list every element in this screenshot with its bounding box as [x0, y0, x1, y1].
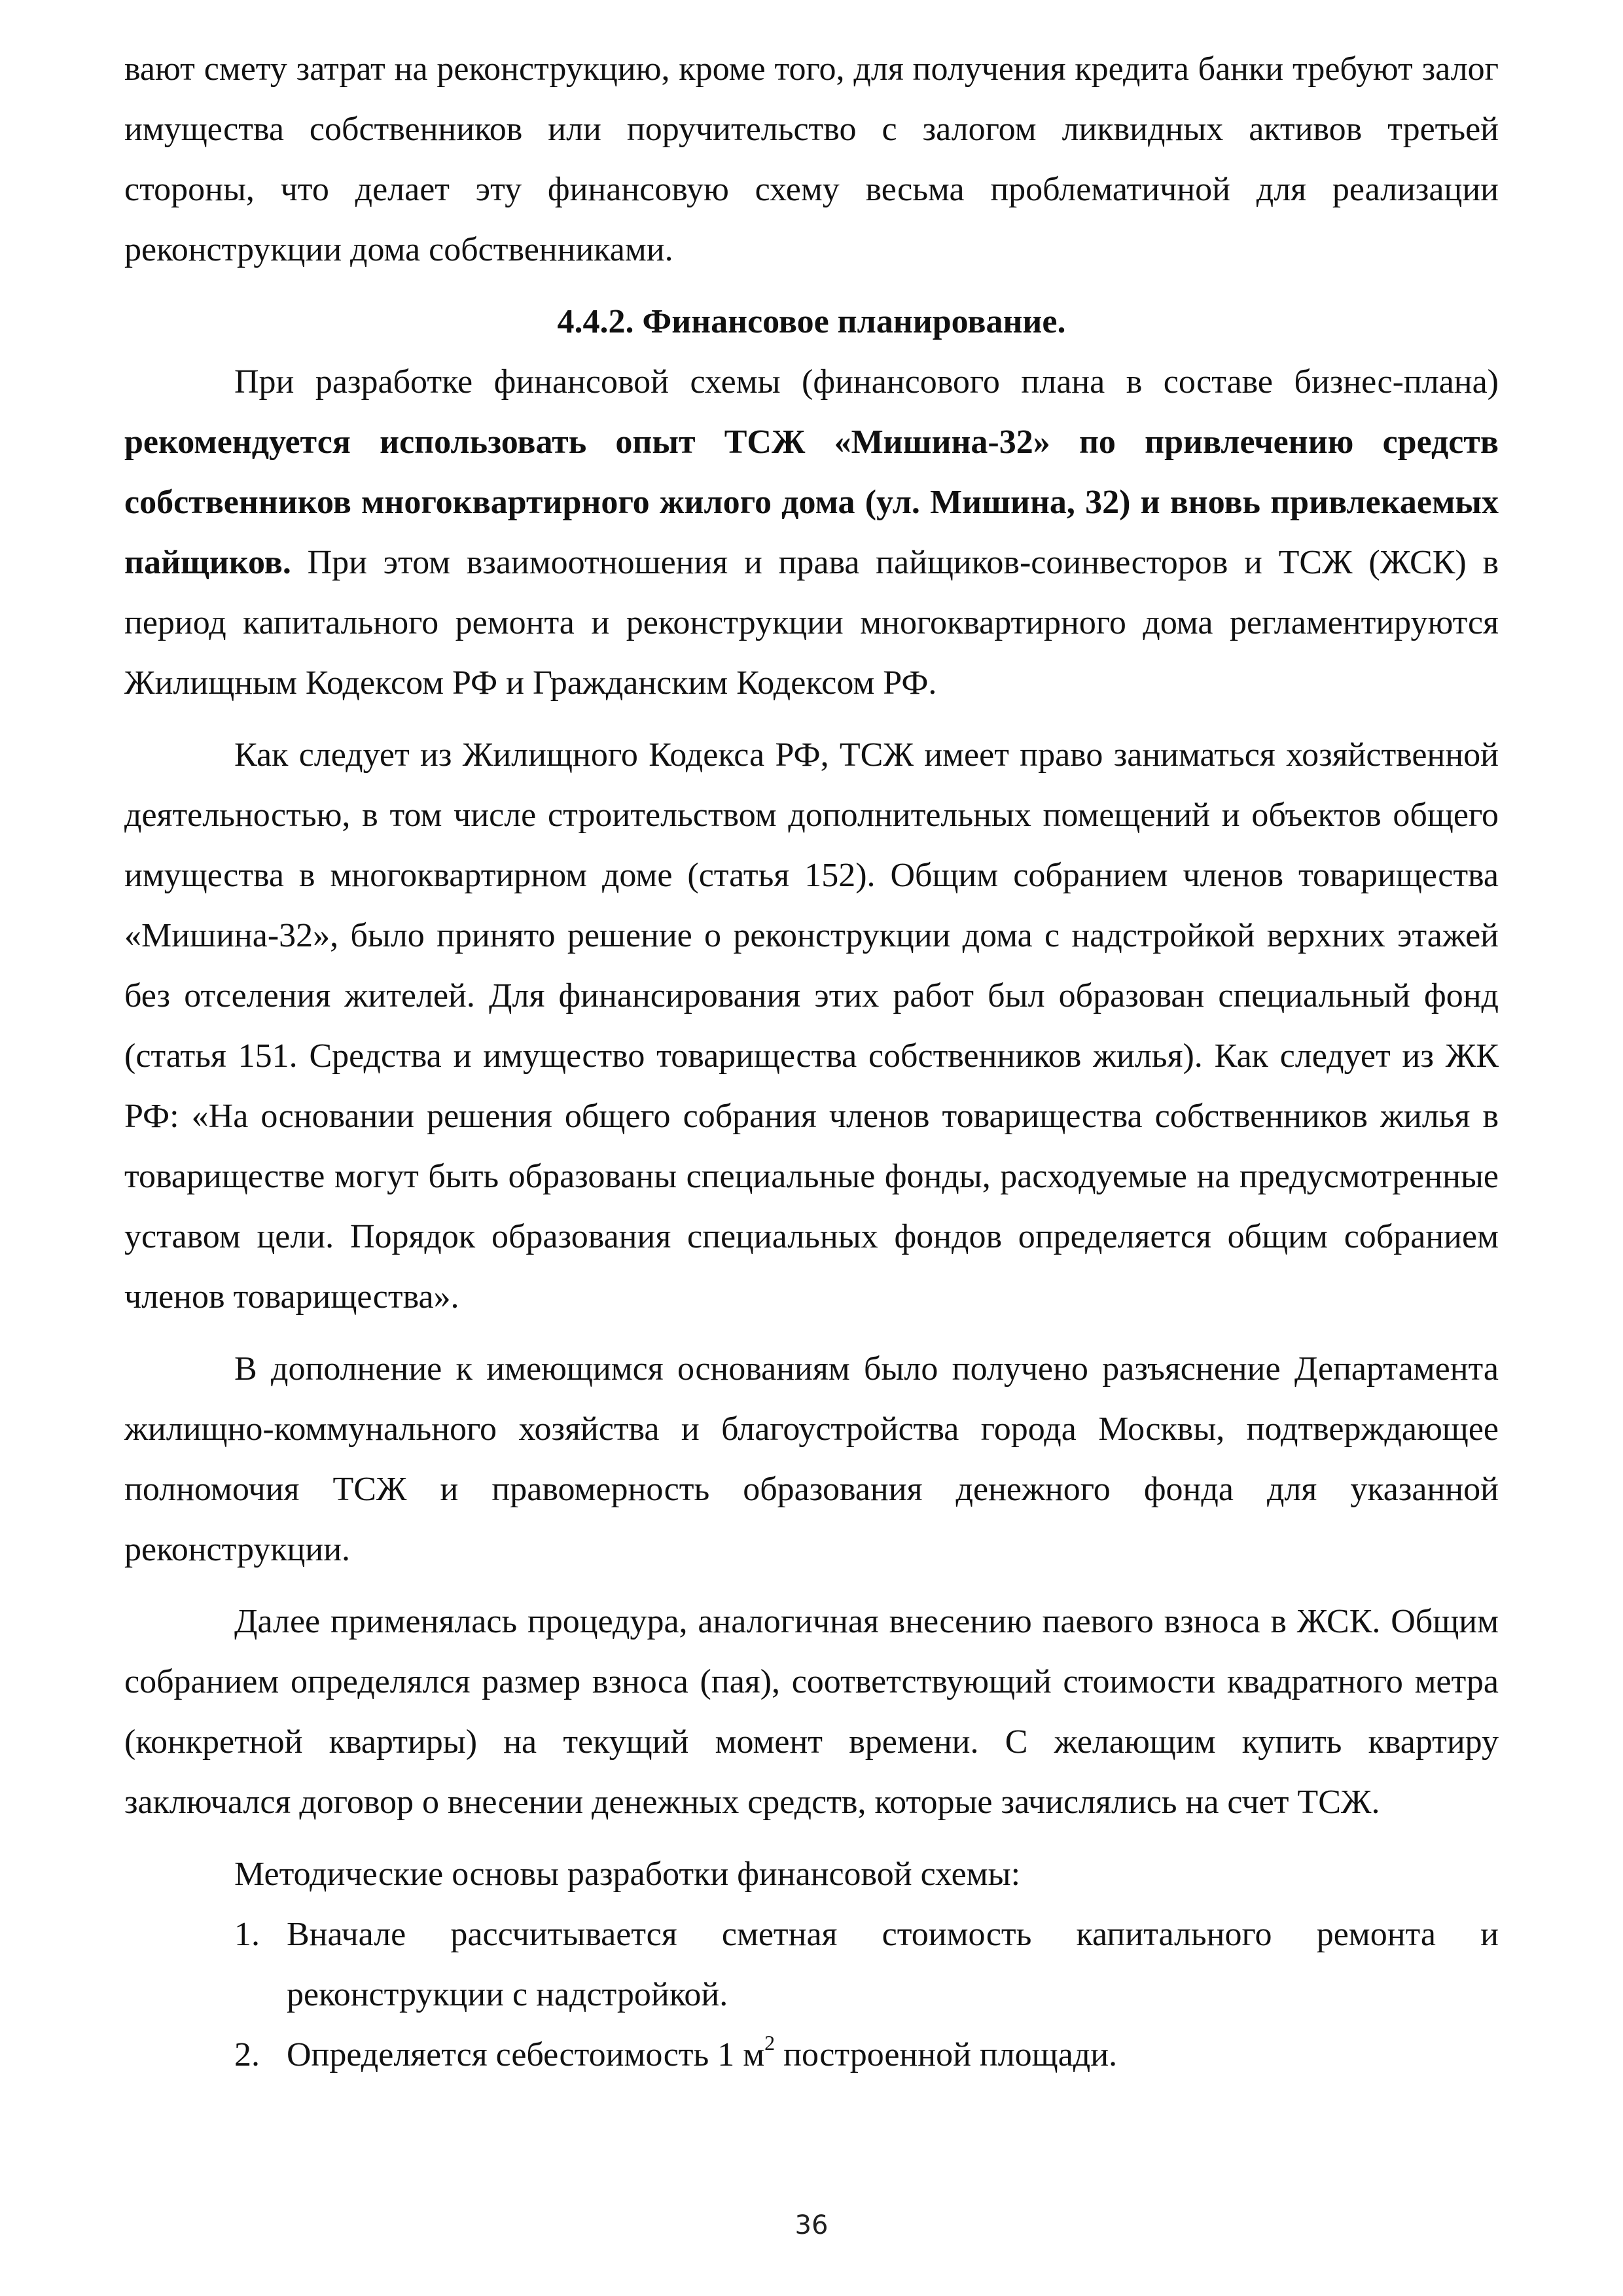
paragraph-financial-scheme — [124, 352, 1499, 713]
paragraph-housing-code: Как следует из Жилищного Кодекса РФ, ТСЖ имеет право заниматься хозяйственной деятельностью, в том числе строительством дополнительных помещений и объектов общего имущества в многоквартирном доме (статья 152). Общим собранием членов товарищества «Мишина-32», было принято решение о реконструкции дома с надстройкой верхних этажей без отселения жителей. Для финансирования этих работ был образован специальный фонд (статья 151. Средства и имущество товарищества собственников жилья). Как следует из ЖК РФ: «На основании решения общего собрания членов товарищества собственников жилья в товариществе могут быть образованы специальные фонды, расходуемые на предусмотренные уставом цели. Порядок образования специальных фондов определяется общим собранием членов товарищества». — [124, 736, 1499, 1316]
page-number: 36 — [794, 2210, 829, 2240]
list-item-number: 1. — [234, 1916, 260, 1953]
document-page — [124, 39, 1499, 2085]
list-item-text-after: построенной площади. — [775, 2036, 1118, 2073]
paragraph-procedure: Далее применялась процедура, аналогичная внесению паевого взноса в ЖСК. Общим собранием определялся размер взноса (пая), соответствующий стоимости квадратного метра (конкретной квартиры) на текущий момент времени. С желающим купить квартиру заключался договор о внесении денежных средств, которые зачислялись на счет ТСЖ. — [124, 1603, 1499, 1821]
list-item — [124, 2025, 1499, 2085]
paragraph-continuation: вают смету затрат на реконструкцию, кроме того, для получения кредита банки требуют залог имущества собственников или поручительство с залогом ликвидных активов третьей стороны, что делает эту финансовую схему весьма проблематичной для реализации реконструкции дома собственниками. — [124, 50, 1499, 268]
paragraph-text: При разработке финансовой схемы (финансового плана в составе бизнес-плана) — [234, 363, 1499, 401]
paragraph-department-clarification: В дополнение к имеющимся основаниям было получено разъяснение Департамента жилищно-коммунального хозяйства и благоустройства города Москвы, подтверждающее полномочия ТСЖ и правомерность образования денежного фонда для указанной реконструкции. — [124, 1350, 1499, 1568]
list-item-text — [287, 2030, 1118, 2073]
list-item-number: 2. — [234, 2036, 260, 2073]
bold-recommendation: рекомендуется использовать опыт ТСЖ «Мишина-32» по привлечению средств собственников многоквартирного жилого дома (ул. Мишина, 32) и вновь привлекаемых пайщиков. — [124, 423, 1499, 581]
methodology-list — [124, 1905, 1499, 2085]
list-item-text: Вначале рассчитывается сметная стоимость капитального ремонта и реконструкции с надстройкой. — [287, 1916, 1499, 2013]
section-heading: 4.4.2. Финансовое планирование. — [557, 303, 1066, 340]
paragraph-text: При этом взаимоотношения и права пайщиков-соинвесторов и ТСЖ (ЖСК) в период капитального ремонта и реконструкции многоквартирного дома регламентируются Жилищным Кодексом РФ и Гражданским Кодексом РФ. — [124, 544, 1499, 702]
list-item — [124, 1905, 1499, 2025]
paragraph-methodology-intro: Методические основы разработки финансовой схемы: — [234, 1856, 1021, 1893]
list-item-text-before: Определяется себестоимость 1 м — [287, 2036, 765, 2073]
superscript: 2 — [764, 2030, 776, 2054]
